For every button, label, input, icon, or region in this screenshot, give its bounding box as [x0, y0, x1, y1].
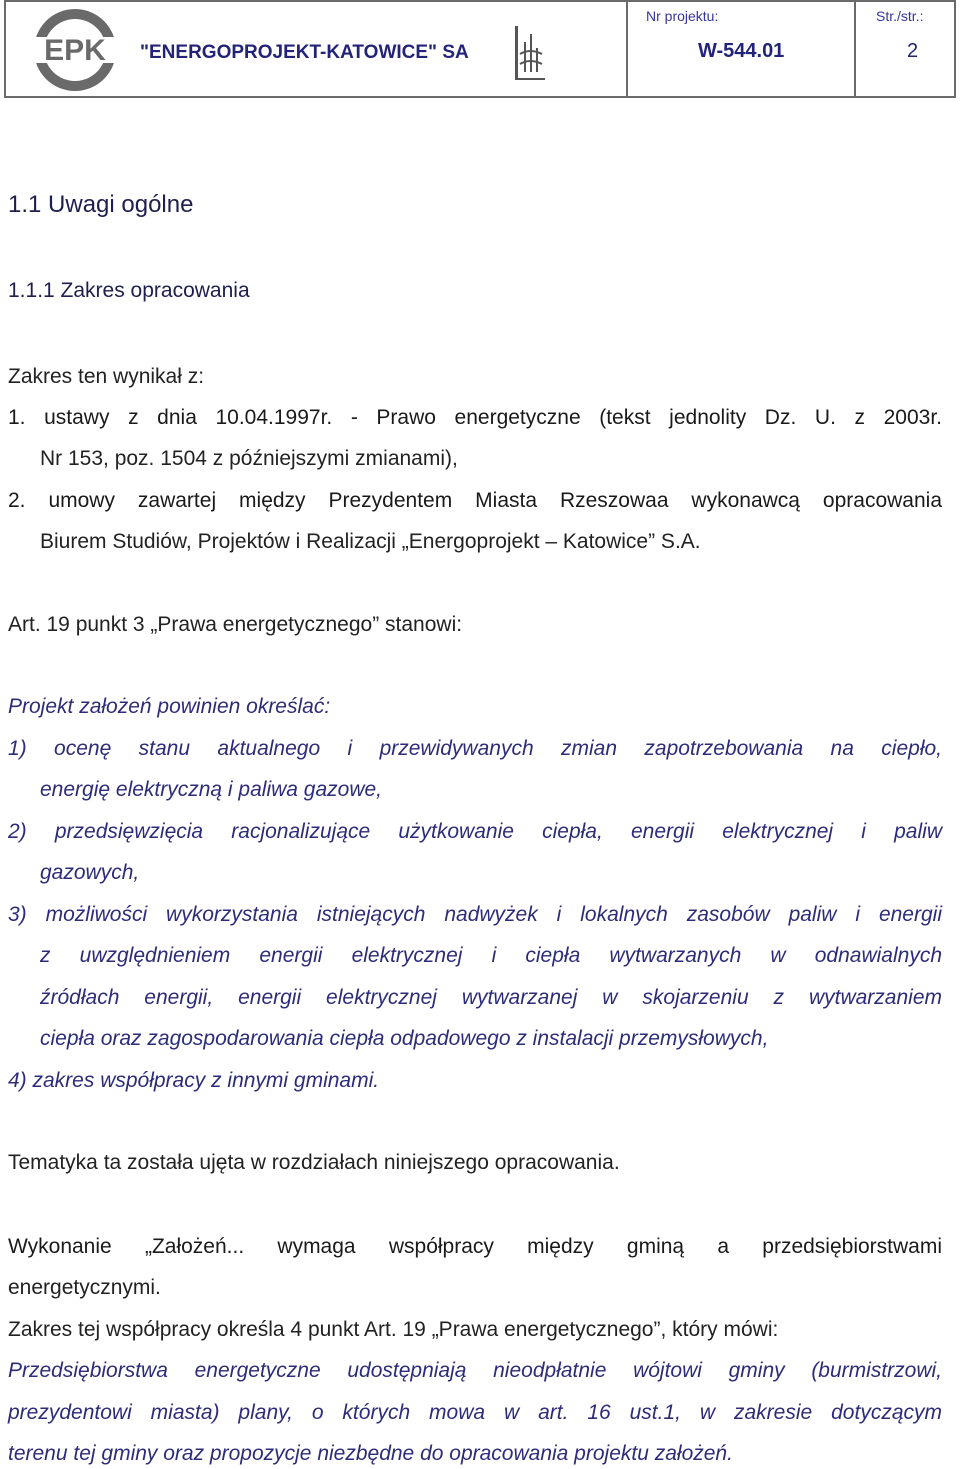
quote-point-1-line-1: 1) ocenę stanu aktualnego i przewidywanych zmian zapotrzebowania na ciepło, — [8, 737, 942, 760]
list-item-1-line-1: 1. ustawy z dnia 10.04.1997r. - Prawo energetyczne (tekst jednolity Dz. U. z 2003r. — [8, 406, 942, 429]
wykonanie-line-1: Wykonanie „Założeń... wymaga współpracy między gminą a przedsiębiorstwami — [8, 1235, 942, 1258]
header-divider — [854, 2, 856, 96]
project-number: W-544.01 — [698, 40, 785, 62]
quote2-line-3: terenu tej gminy oraz propozycje niezbędne do opracowania projektu założeń. — [8, 1442, 733, 1465]
zakres-wspolpracy-line: Zakres tej współpracy określa 4 punkt Art. 19 „Prawa energetycznego”, który mówi: — [8, 1318, 779, 1341]
quote-title: Projekt założeń powinien określać: — [8, 695, 331, 718]
quote-point-3-line-3: źródłach energii, energii elektrycznej wytwarzanej w skojarzeniu z wytwarzaniem — [40, 986, 942, 1009]
quote2-line-2: prezydentowi miasta) plany, o których mowa w art. 16 ust.1, w zakresie dotyczącym — [8, 1401, 942, 1424]
list-item-1-line-2: Nr 153, poz. 1504 z późniejszymi zmianami), — [40, 447, 458, 470]
quote-point-4: 4) zakres współpracy z innymi gminami. — [8, 1069, 380, 1092]
logo-text: EPK — [44, 34, 106, 67]
intro-line: Zakres ten wynikał z: — [8, 365, 205, 388]
epk-logo — [32, 7, 118, 93]
company-name: "ENERGOPROJEKT-KATOWICE" SA — [140, 42, 469, 63]
quote-point-2-line-2: gazowych, — [40, 861, 140, 884]
quote-point-1-line-2: energię elektryczną i paliwa gazowe, — [40, 778, 383, 801]
page-number-label: Str./str.: — [876, 8, 924, 24]
quote-point-3-line-2: z uwzględnieniem energii elektrycznej i ciepła wytwarzanych w odnawialnych — [40, 944, 942, 967]
page-number: 2 — [907, 40, 919, 62]
document-header — [4, 0, 956, 98]
section-heading: 1.1 Uwagi ogólne — [8, 191, 194, 218]
quote-point-2-line-1: 2) przedsięwzięcia racjonalizujące użytkowanie ciepła, energii elektrycznej i paliw — [8, 820, 942, 843]
project-number-label: Nr projektu: — [646, 8, 719, 24]
subsection-heading: 1.1.1 Zakres opracowania — [8, 279, 250, 302]
list-item-2-line-2: Biurem Studiów, Projektów i Realizacji „Energoprojekt – Katowice” S.A. — [40, 530, 701, 553]
list-item-2-line-1: 2. umowy zawartej między Prezydentem Miasta Rzeszowaa wykonawcą opracowania — [8, 489, 942, 512]
art19-intro: Art. 19 punkt 3 „Prawa energetycznego” stanowi: — [8, 613, 463, 636]
wykonanie-line-2: energetycznymi. — [8, 1276, 161, 1299]
header-divider — [626, 2, 628, 96]
quote2-line-1: Przedsiębiorstwa energetyczne udostępniają nieodpłatnie wójtowi gminy (burmistrzowi, — [8, 1359, 942, 1382]
company-mark-icon — [512, 24, 548, 82]
quote-point-3-line-4: ciepła oraz zagospodarowania ciepła odpadowego z instalacji przemysłowych, — [40, 1027, 769, 1050]
quote-point-3-line-1: 3) możliwości wykorzystania istniejących nadwyżek i lokalnych zasobów paliw i energii — [8, 903, 942, 926]
tematyka-line: Tematyka ta została ujęta w rozdziałach niniejszego opracowania. — [8, 1151, 620, 1174]
